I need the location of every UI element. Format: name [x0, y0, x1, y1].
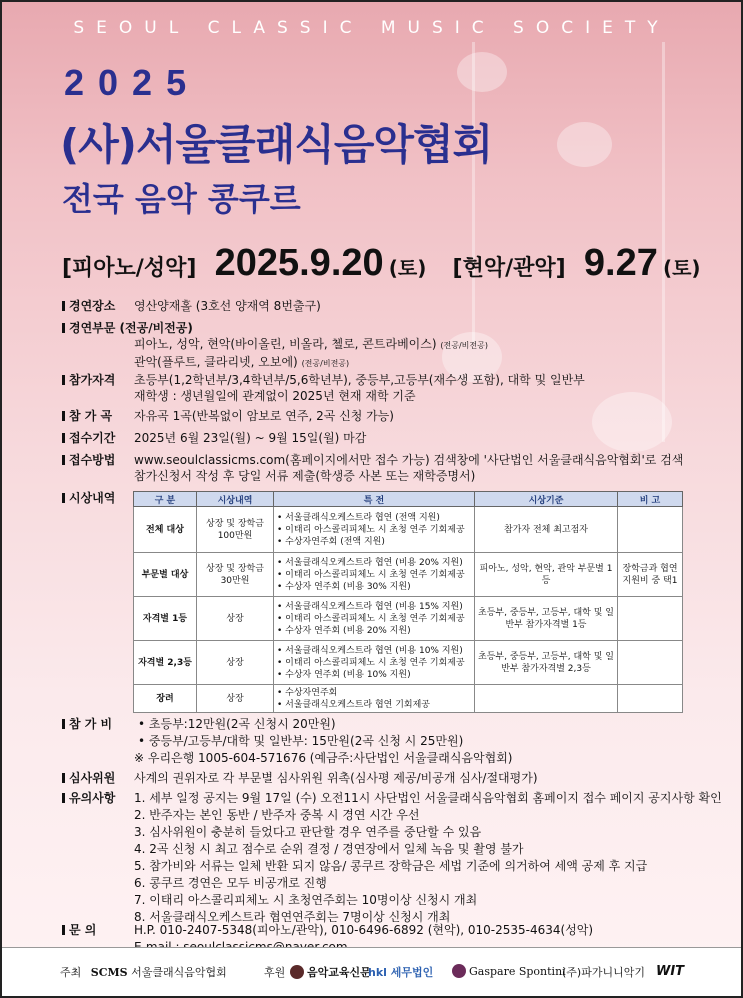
method-label: 접수방법 — [62, 452, 132, 468]
music-education-logo-icon — [290, 965, 304, 979]
year: 2025 — [64, 62, 201, 103]
decor-circle — [557, 122, 612, 167]
division-line1-note: (전공/비전공) — [440, 341, 488, 350]
sponsor-music-education: 음악교육신문 — [307, 966, 371, 979]
award-benefits — [274, 685, 475, 713]
award-category: 전체 대상 — [134, 507, 197, 553]
table-row — [134, 597, 683, 641]
fee-line1: • 초등부:12만원(2곡 신청시 20만원) — [138, 717, 336, 731]
benefit-item: • 수상자 연주회 (비용 20% 지원) — [277, 625, 471, 637]
award-criteria: 참가자 전체 최고점자 — [475, 507, 618, 553]
contact-phone: H.P. 010-2407-5348(피아노/관악), 010-6496-6892 (현악), 010-2535-4634(성악) — [134, 923, 594, 937]
decor-line — [472, 42, 475, 342]
date-line — [62, 242, 701, 285]
award-note — [618, 597, 683, 641]
benefit-item: • 수상자연주회 (전액 지원) — [277, 536, 471, 548]
division-label: 경연부문 (전공/비전공) — [62, 320, 132, 336]
award-prize: 상장 및 장학금 100만원 — [197, 507, 274, 553]
award-prize: 상장 — [197, 597, 274, 641]
award-criteria: 초등부, 중등부, 고등부, 대학 및 일반부 참가자격별 1등 — [475, 597, 618, 641]
benefit-item: • 이태리 아스콜리피체노 시 초청 연주 기회제공 — [277, 657, 471, 669]
category-strings-winds: [현악/관악] — [452, 256, 566, 281]
judges-value: 사계의 권위자로 각 부문별 심사위원 위촉(심사평 제공/비공개 심사/절대평가) — [134, 771, 538, 785]
benefit-item: • 서울클래식오케스트라 협연 (전액 지원) — [277, 512, 471, 524]
footer — [2, 947, 741, 996]
awards-label: 시상내역 — [62, 490, 132, 506]
table-row — [134, 507, 683, 553]
method-line1: www.seoulclassicms.com(홈페이지에서만 접수 가능) 검색창에 '사단법인 서울클래식음악협회'로 검색 — [134, 453, 684, 467]
sponsor-label: 후원 — [264, 966, 286, 979]
day-1: (토) — [388, 256, 427, 280]
sponsor-hkl: hkl 세무법인 — [368, 966, 434, 979]
period-label: 접수기간 — [62, 430, 132, 446]
contact-label: 문 의 — [62, 922, 132, 938]
table-row — [134, 685, 683, 713]
eligibility-line1: 초등부(1,2학년부/3,4학년부/5,6학년부), 중등부,고등부(재수생 포함), 대학 및 일반부 — [134, 373, 585, 387]
society-name: SEOUL CLASSIC MUSIC SOCIETY — [73, 18, 670, 38]
sponsor-wit-logo: WIT — [656, 964, 685, 979]
table-header: 구 분 — [134, 492, 197, 507]
award-prize: 상장 및 장학금 30만원 — [197, 553, 274, 597]
date-1: 2025.9.20 — [214, 242, 384, 284]
award-category: 자격별 2,3등 — [134, 641, 197, 685]
table-header: 시상내역 — [197, 492, 274, 507]
note-item: 8. 서울클래식오케스트라 협연연주회는 7명이상 신청시 개최 — [134, 910, 451, 924]
award-note — [618, 507, 683, 553]
note-item: 2. 반주자는 본인 동반 / 반주자 중복 시 경연 시간 우선 — [134, 808, 420, 822]
sponsor-spontini: Gaspare Spontini — [469, 965, 566, 978]
table-header: 비 고 — [618, 492, 683, 507]
division-line2-note: (전공/비전공) — [301, 359, 350, 368]
benefit-item: • 이태리 아스콜리피체노 시 초청 연주 기회제공 — [277, 569, 471, 581]
judges-label: 심사위원 — [62, 770, 132, 786]
benefit-item: • 수상자 연주회 (비용 30% 지원) — [277, 581, 471, 593]
pieces-label: 참 가 곡 — [62, 408, 132, 424]
pieces-value: 자유곡 1곡(반복없이 암보로 연주, 2곡 신청 가능) — [134, 409, 394, 423]
benefit-item: • 이태리 아스콜리피체노 시 초청 연주 기회제공 — [277, 524, 471, 536]
table-header: 시상기준 — [475, 492, 618, 507]
method-line2: 참가신청서 작성 후 당일 서류 제출(학생증 사본 또는 재학증명서) — [134, 469, 476, 483]
host-logo: SCMS — [90, 966, 128, 979]
award-category: 부문별 대상 — [134, 553, 197, 597]
benefit-item: • 이태리 아스콜리피체노 시 초청 연주 기회제공 — [277, 613, 471, 625]
fee-line2: • 중등부/고등부/대학 및 일반부: 15만원(2곡 신청 시 25만원) — [138, 734, 464, 748]
organization-title: (사)서울클래식음악협회 — [60, 120, 493, 169]
host-label: 주최 — [60, 966, 82, 979]
award-note: 장학금과 협연 지원비 중 택1 — [618, 553, 683, 597]
benefit-item: • 서울클래식오케스트라 협연 기회제공 — [277, 699, 471, 711]
venue-label: 경연장소 — [62, 298, 132, 314]
eligibility-line2: 재학생 : 생년월일에 관계없이 2025년 현재 재학 기준 — [134, 389, 416, 403]
award-criteria: 피아노, 성악, 현악, 관악 부문별 1등 — [475, 553, 618, 597]
award-benefits — [274, 553, 475, 597]
award-note — [618, 685, 683, 713]
award-category: 장려 — [134, 685, 197, 713]
award-benefits — [274, 597, 475, 641]
table-header-row — [134, 492, 683, 507]
sponsor-paganini: (주)파가니니악기 — [562, 966, 645, 979]
division-line1: 피아노, 성악, 현악(바이올린, 비올라, 첼로, 콘트라베이스) — [134, 337, 437, 351]
award-prize: 상장 — [197, 685, 274, 713]
award-note — [618, 641, 683, 685]
award-category: 자격별 1등 — [134, 597, 197, 641]
note-item: 3. 심사위원이 충분히 들었다고 판단할 경우 연주를 중단할 수 있음 — [134, 825, 482, 839]
benefit-item: • 수상자연주회 — [277, 687, 471, 699]
day-2: (토) — [662, 256, 701, 280]
eligibility-label: 참가자격 — [62, 372, 132, 388]
note-item: 6. 콩쿠르 경연은 모두 비공개로 진행 — [134, 876, 327, 890]
period-value: 2025년 6월 23일(월) ~ 9월 15일(월) 마감 — [134, 431, 367, 445]
contest-title: 전국 음악 콩쿠르 — [62, 180, 301, 218]
host-name: 서울클래식음악협회 — [131, 966, 227, 979]
category-piano-vocal: [피아노/성악] — [62, 256, 197, 281]
note-item: 5. 참가비와 서류는 일체 반환 되지 않음/ 콩쿠르 장학금은 세법 기준에 의거하여 세액 공제 후 지급 — [134, 859, 648, 873]
division-line2: 관악(플루트, 클라리넷, 오보에) — [134, 355, 298, 369]
award-criteria: 초등부, 중등부, 고등부, 대학 및 일반부 참가자격별 2,3등 — [475, 641, 618, 685]
table-row — [134, 553, 683, 597]
benefit-item: • 수상자 연주회 (비용 10% 지원) — [277, 669, 471, 681]
award-benefits — [274, 641, 475, 685]
awards-table — [133, 491, 683, 713]
fee-label: 참 가 비 — [62, 716, 132, 732]
date-2: 9.27 — [583, 242, 658, 284]
notes-label: 유의사항 — [62, 790, 132, 806]
award-prize: 상장 — [197, 641, 274, 685]
note-item: 1. 세부 일정 공지는 9월 17일 (수) 오전11시 사단법인 서울클래식음악협회 홈페이지 접수 페이지 공지사항 확인 — [134, 791, 722, 805]
venue-value: 영산양재홀 (3호선 양재역 8번출구) — [134, 299, 321, 313]
decor-circle — [457, 52, 507, 92]
spontini-crest-icon — [452, 964, 466, 978]
benefit-item: • 서울클래식오케스트라 협연 (비용 15% 지원) — [277, 601, 471, 613]
benefit-item: • 서울클래식오케스트라 협연 (비용 20% 지원) — [277, 557, 471, 569]
table-row — [134, 641, 683, 685]
fee-account: ※ 우리은행 1005-604-571676 (예금주:사단법인 서울클래식음악협회) — [134, 751, 513, 765]
note-item: 4. 2곡 신청 시 최고 점수로 순위 결정 / 경연장에서 일체 녹음 및 촬영 불가 — [134, 842, 524, 856]
note-item: 7. 이태리 아스콜리피체노 시 초청연주회는 10명이상 신청시 개최 — [134, 893, 478, 907]
table-header: 특 전 — [274, 492, 475, 507]
award-benefits — [274, 507, 475, 553]
benefit-item: • 서울클래식오케스트라 협연 (비용 10% 지원) — [277, 645, 471, 657]
award-criteria — [475, 685, 618, 713]
